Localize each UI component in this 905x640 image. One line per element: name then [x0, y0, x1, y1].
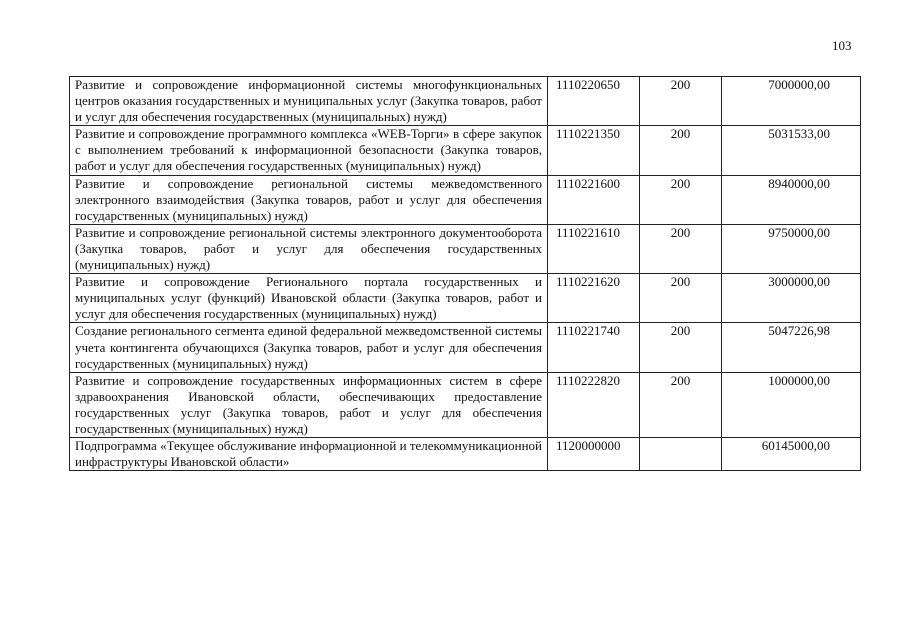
- table-row: [70, 438, 861, 471]
- row-code: 1110221600: [548, 175, 640, 224]
- row-amount: 5047226,98: [722, 323, 861, 372]
- row-expense-type: 200: [640, 126, 722, 175]
- row-code: 1110221620: [548, 274, 640, 323]
- row-amount: 5031533,00: [722, 126, 861, 175]
- page-number: 103: [832, 38, 852, 53]
- row-code: 1110222820: [548, 372, 640, 437]
- row-description: Развитие и сопровождение информационной системы многофункциональных центров оказания государственных и муниципальных услуг (Закупка товаров, работ и услуг для обеспечения государственных (муниципальных) нужд): [70, 77, 548, 126]
- row-code: 1110220650: [548, 77, 640, 126]
- row-description: Создание регионального сегмента единой федеральной межведомственной системы учета контингента обучающихся (Закупка товаров, работ и услуг для обеспечения государственных (муниципальных) нужд): [70, 323, 548, 372]
- row-amount: 9750000,00: [722, 224, 861, 273]
- row-expense-type: 200: [640, 274, 722, 323]
- table-row: [70, 323, 861, 372]
- row-amount: 7000000,00: [722, 77, 861, 126]
- row-code: 1110221610: [548, 224, 640, 273]
- row-code: 1120000000: [548, 438, 640, 471]
- row-description: Развитие и сопровождение государственных информационных систем в сфере здравоохранения Ивановской области, обеспечивающих предоставление государственных услуг (Закупка товаров, работ и услуг для обеспечения государственных (муниципальных) нужд): [70, 372, 548, 437]
- table-row: [70, 77, 861, 126]
- row-expense-type: [640, 438, 722, 471]
- table-row: [70, 274, 861, 323]
- table-row: [70, 175, 861, 224]
- row-description: Развитие и сопровождение Регионального портала государственных и муниципальных услуг (функций) Ивановской области (Закупка товаров, работ и услуг для обеспечения государственных (муниципальных) нужд): [70, 274, 548, 323]
- row-amount: 1000000,00: [722, 372, 861, 437]
- row-expense-type: 200: [640, 323, 722, 372]
- row-description: Развитие и сопровождение региональной системы электронного документооборота (Закупка товаров, работ и услуг для обеспечения государственных (муниципальных) нужд): [70, 224, 548, 273]
- table-row: [70, 126, 861, 175]
- row-amount: 3000000,00: [722, 274, 861, 323]
- table-row: [70, 224, 861, 273]
- row-code: 1110221350: [548, 126, 640, 175]
- row-amount: 60145000,00: [722, 438, 861, 471]
- row-code: 1110221740: [548, 323, 640, 372]
- row-expense-type: 200: [640, 77, 722, 126]
- table-row: [70, 372, 861, 437]
- row-expense-type: 200: [640, 175, 722, 224]
- row-description: Подпрограмма «Текущее обслуживание информационной и телекоммуникационной инфраструктуры Ивановской области»: [70, 438, 548, 471]
- row-description: Развитие и сопровождение программного комплекса «WEB-Торги» в сфере закупок с выполнением требований к информационной безопасности (Закупка товаров, работ и услуг для обеспечения государственных (муниципальных) нужд): [70, 126, 548, 175]
- row-expense-type: 200: [640, 224, 722, 273]
- budget-table: [69, 76, 861, 471]
- row-description: Развитие и сопровождение региональной системы межведомственного электронного взаимодействия (Закупка товаров, работ и услуг для обеспечения государственных (муниципальных) нужд): [70, 175, 548, 224]
- row-expense-type: 200: [640, 372, 722, 437]
- row-amount: 8940000,00: [722, 175, 861, 224]
